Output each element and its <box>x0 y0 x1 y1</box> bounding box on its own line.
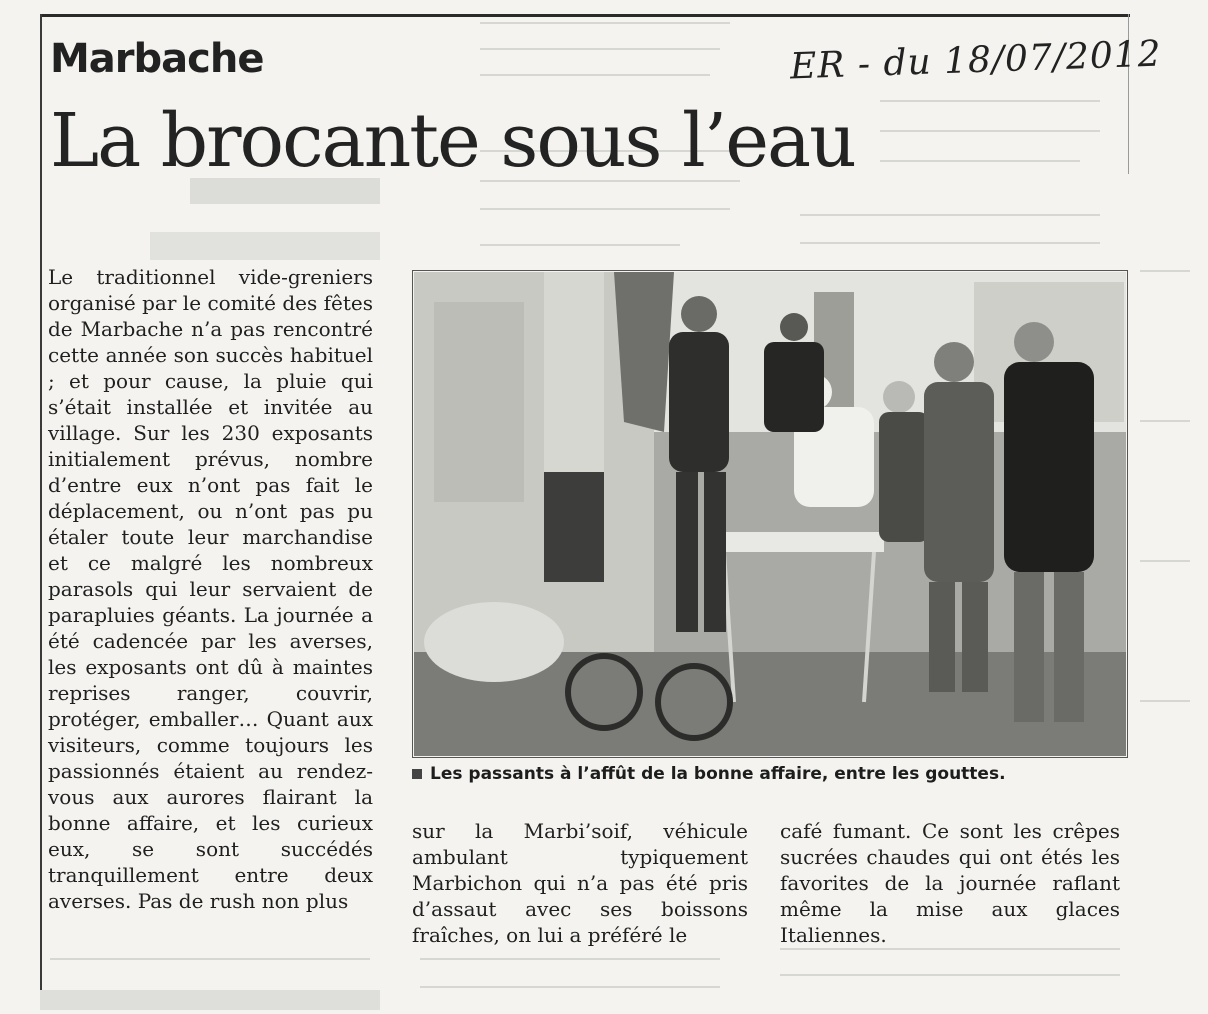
headline: La brocante sous l’eau <box>50 98 855 184</box>
bleed-line <box>480 48 720 50</box>
body-column-middle <box>412 818 748 948</box>
bleed-line <box>780 948 1120 950</box>
left-rule <box>40 14 42 1004</box>
body-column-left <box>48 264 373 914</box>
bleed-line <box>880 160 1080 162</box>
bleed-line <box>480 208 730 210</box>
handwritten-date-note: ER - du 18/07/2012 <box>789 33 1163 88</box>
bleed-line <box>880 100 1100 102</box>
bleed-line <box>880 130 1100 132</box>
photo-caption-text: Les passants à l’affût de la bonne affaire, entre les gouttes. <box>430 764 1006 784</box>
photo-caption <box>412 764 1124 784</box>
body-text-middle: sur la Marbi’soif, véhicule ambulant typiquement Marbichon qui n’a pas été pris d’assaut avec ses boissons fraîches, on lui a préféré le <box>412 819 748 947</box>
bleed-line <box>50 958 370 960</box>
bleed-line <box>1140 420 1190 422</box>
caption-bullet-icon <box>412 769 422 779</box>
bleed-line <box>1140 270 1190 272</box>
bleed-line <box>800 242 1100 244</box>
bleed-line <box>480 22 730 24</box>
article-photo <box>414 272 1126 756</box>
bleed-line <box>420 958 720 960</box>
bleed-line <box>480 74 710 76</box>
bleed-line <box>1140 700 1190 702</box>
bleed-line <box>480 244 680 246</box>
top-rule <box>40 14 1130 17</box>
bleed-block <box>150 232 380 260</box>
bleed-line <box>1140 560 1190 562</box>
bleed-line <box>800 214 1100 216</box>
body-text-left: Le traditionnel vide-greniers organisé par le comité des fêtes de Marbache n’a pas rencontré cette année son succès habituel ; et pour cause, la pluie qui s’était installée et invitée au village. Sur les 230 exposants initialement prévus, nombre d’entre eux n’ont pas fait le déplacement, ou n’ont pas pu étaler toute leur marchandise et ce malgré les nombreux parasols qui leur servaient de parapluies géants. La journée a été cadencée par les averses, les exposants ont dû à maintes reprises ranger, couvrir, protéger, emballer… Quant aux visiteurs, comme toujours les passionnés étaient au rendez-vous aux aurores flairant la bonne affaire, et les curieux eux, se sont succédés tranquillement entre deux averses. Pas de rush non plus <box>48 265 373 913</box>
body-text-right: café fumant. Ce sont les crêpes sucrées chaudes qui ont étés les favorites de la journée raflant même la mise aux glaces Italiennes. <box>780 819 1120 947</box>
body-column-right <box>780 818 1120 948</box>
bleed-line <box>780 974 1120 976</box>
section-label: Marbache <box>50 36 264 82</box>
bleed-line <box>420 986 720 988</box>
bleed-block <box>40 990 380 1010</box>
